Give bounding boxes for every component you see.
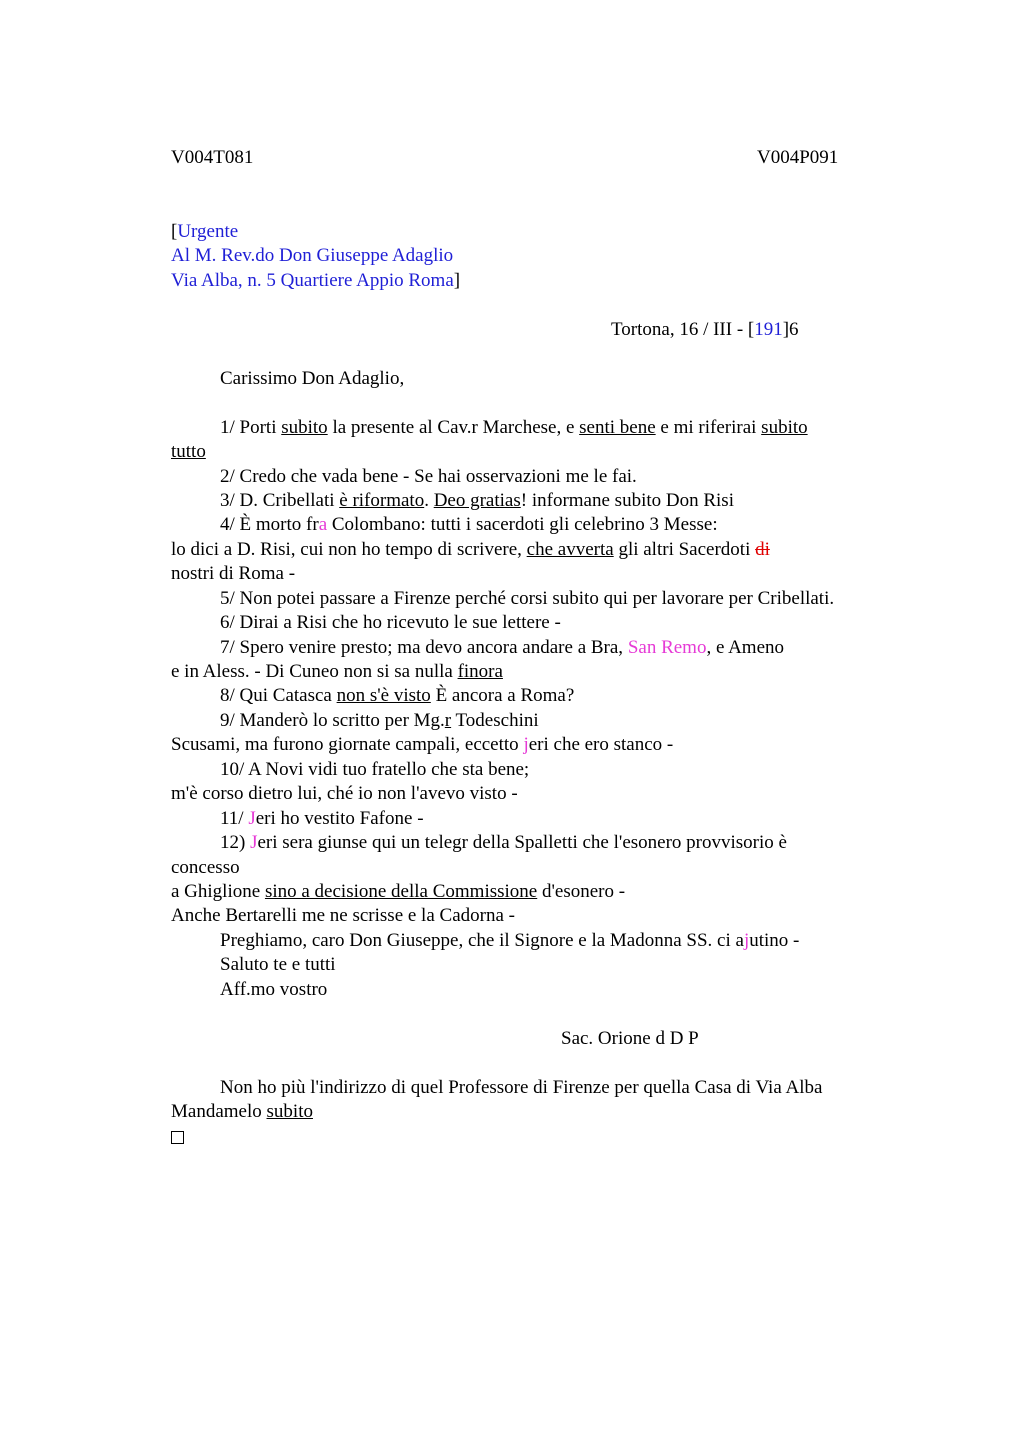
- paragraph-7-cont: [171, 661, 503, 683]
- p4-b: a: [318, 514, 328, 535]
- postscript-c: subito: [266, 1101, 313, 1122]
- paragraph-3: [220, 490, 734, 512]
- p12-f: sino a decisione della Commissione: [264, 881, 538, 902]
- dateline-prefix: Tortona, 16 / III - [: [611, 319, 755, 340]
- paragraph-12-cont-3: Anche Bertarelli me ne scrisse e la Cadorna -: [171, 905, 515, 926]
- paragraph-4: [220, 514, 718, 536]
- paragraph-6: 6/ Dirai a Risi che ho ricevuto le sue lettere -: [220, 612, 561, 633]
- closing-valediction: Aff.mo vostro: [220, 979, 328, 1000]
- address-urgente: Urgente: [177, 221, 239, 242]
- p9-c: Todeschini: [451, 710, 539, 731]
- salutation: Carissimo Don Adaglio,: [220, 368, 405, 389]
- p11-b: J: [248, 808, 256, 829]
- address-line-1: [171, 221, 238, 243]
- paragraph-8: [220, 685, 574, 707]
- closing-b: j: [743, 930, 750, 951]
- postscript-b: Mandamelo: [171, 1101, 267, 1122]
- p3-c: .: [424, 490, 434, 511]
- close-bracket: ]: [453, 270, 461, 291]
- closing-c: utino -: [749, 930, 800, 951]
- p1-c: la presente al Cav.r Marchese, e: [327, 417, 580, 438]
- p11-c: eri ho vestito Fafone -: [255, 808, 424, 829]
- paragraph-1-cont: [171, 441, 206, 463]
- p4-a: 4/ È morto fr: [220, 514, 319, 535]
- p1-g: tutto: [171, 441, 206, 462]
- p3-a: 3/ D. Cribellati: [220, 490, 340, 511]
- header-left-code: V004T081: [171, 147, 254, 168]
- p12-c: eri sera giunse qui un telegr della Spalletti che l'esonero provvisorio è: [257, 832, 787, 853]
- closing-greeting: Saluto te e tutti: [220, 954, 336, 975]
- postscript-cont: [171, 1101, 313, 1123]
- p9-a: 9/ Manderò lo scritto per Mg.: [220, 710, 445, 731]
- p7-b: San Remo: [627, 637, 707, 658]
- paragraph-12-cont-2: [171, 881, 625, 903]
- paragraph-2: 2/ Credo che vada bene - Se hai osservazioni me le fai.: [220, 466, 637, 487]
- paragraph-7: [220, 637, 784, 659]
- address-street: Via Alba, n. 5 Quartiere Appio Roma: [171, 270, 454, 291]
- paragraph-11: [220, 808, 424, 830]
- p4-e: che avverta: [526, 539, 614, 560]
- square-box-icon: [171, 1131, 184, 1144]
- p9-f: eri che ero stanco -: [528, 734, 674, 755]
- open-bracket: [: [171, 221, 178, 242]
- paragraph-10: 10/ A Novi vidi tuo fratello che sta bene;: [220, 759, 530, 780]
- p7-e: finora: [457, 661, 503, 682]
- closing-a: Preghiamo, caro Don Giuseppe, che il Signore e la Madonna SS. ci a: [220, 930, 744, 951]
- p8-a: 8/ Qui Catasca: [220, 685, 337, 706]
- paragraph-4-cont-2: nostri di Roma -: [171, 563, 296, 584]
- p12-a: 12): [220, 832, 251, 853]
- p8-c: È ancora a Roma?: [430, 685, 575, 706]
- p7-c: , e Ameno: [706, 637, 785, 658]
- signature: Sac. Orione d D P: [561, 1028, 699, 1049]
- postscript: Non ho più l'indirizzo di quel Professore di Firenze per quella Casa di Via Alba: [220, 1077, 823, 1098]
- p7-a: 7/ Spero venire presto; ma devo ancora andare a Bra,: [220, 637, 628, 658]
- address-line-2: Al M. Rev.do Don Giuseppe Adaglio: [171, 245, 454, 266]
- p4-g-deleted: di: [755, 539, 770, 560]
- header-right-code: V004P091: [757, 147, 839, 168]
- dateline-year: 191: [754, 319, 783, 340]
- p1-f: subito: [761, 417, 808, 438]
- p3-e: ! informane subito Don Risi: [520, 490, 734, 511]
- paragraph-9-cont: [171, 734, 673, 756]
- closing-prayer: [220, 930, 799, 952]
- p9-b: r: [444, 710, 452, 731]
- paragraph-4-cont: [171, 539, 770, 561]
- p9-d: Scusami, ma furono giornate campali, eccetto: [171, 734, 524, 755]
- p1-b: subito: [281, 417, 328, 438]
- p12-g: d'esonero -: [537, 881, 626, 902]
- p3-b: è riformato: [339, 490, 425, 511]
- p1-d: senti bene: [579, 417, 656, 438]
- p1-a: 1/ Porti: [220, 417, 282, 438]
- p9-e: j: [523, 734, 529, 755]
- address-line-3: [171, 270, 460, 292]
- paragraph-5: 5/ Non potei passare a Firenze perché corsi subito qui per lavorare per Cribellati.: [220, 588, 835, 609]
- p4-f: gli altri Sacerdoti: [613, 539, 756, 560]
- paragraph-12-cont: concesso: [171, 857, 240, 878]
- paragraph-12: [220, 832, 787, 854]
- p12-b: J: [250, 832, 258, 853]
- dateline-suffix: ]6: [782, 319, 799, 340]
- paragraph-10-cont: m'è corso dietro lui, ché io non l'avevo visto -: [171, 783, 518, 804]
- end-box-icon: [171, 1128, 184, 1150]
- p4-c: Colombano: tutti i sacerdoti gli celebrino 3 Messe:: [327, 514, 718, 535]
- paragraph-1: [220, 417, 808, 439]
- p7-d: e in Aless. - Di Cuneo non si sa nulla: [171, 661, 458, 682]
- p3-d: Deo gratias: [433, 490, 521, 511]
- p11-a: 11/: [220, 808, 249, 829]
- p4-d: lo dici a D. Risi, cui non ho tempo di scrivere,: [171, 539, 527, 560]
- p1-e: e mi riferirai: [655, 417, 762, 438]
- paragraph-9: [220, 710, 539, 732]
- dateline: [611, 319, 799, 341]
- p8-b: non s'è visto: [336, 685, 431, 706]
- p12-e: a Ghiglione: [171, 881, 265, 902]
